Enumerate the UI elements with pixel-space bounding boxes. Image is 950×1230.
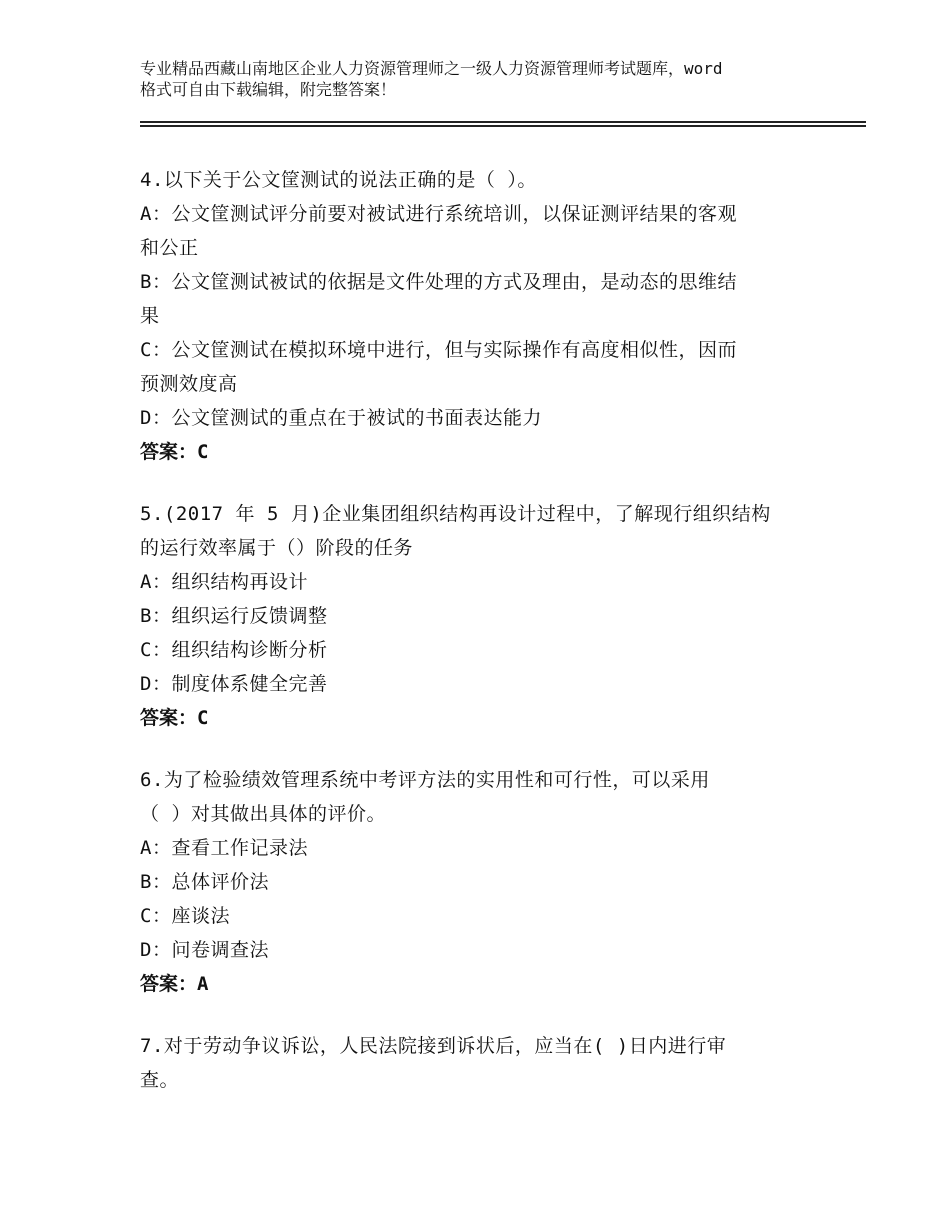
question-5 bbox=[140, 497, 820, 735]
option-a: A：组织结构再设计 bbox=[140, 571, 308, 593]
question-stem: 5.(2017 年 5 月)企业集团组织结构再设计过程中，了解现行组织结构 bbox=[140, 503, 771, 525]
option-a-cont: 和公正 bbox=[140, 237, 199, 259]
header-divider-bottom bbox=[140, 125, 866, 127]
option-d: D：公文筐测试的重点在于被试的书面表达能力 bbox=[140, 407, 542, 429]
option-c-cont: 预测效度高 bbox=[140, 373, 238, 395]
question-stem-cont: 查。 bbox=[140, 1069, 180, 1091]
header-line-1: 专业精品西藏山南地区企业人力资源管理师之一级人力资源管理师考试题库，word bbox=[140, 59, 723, 78]
question-stem: 6.为了检验绩效管理系统中考评方法的实用性和可行性，可以采用 bbox=[140, 769, 710, 791]
answer-label: 答案：A bbox=[140, 973, 209, 995]
question-stem: 4.以下关于公文筐测试的说法正确的是（ ）。 bbox=[140, 169, 537, 191]
question-stem: 7.对于劳动争议诉讼，人民法院接到诉状后，应当在( )日内进行审 bbox=[140, 1035, 727, 1057]
option-b-cont: 果 bbox=[140, 305, 160, 327]
option-b: B：组织运行反馈调整 bbox=[140, 605, 328, 627]
option-b: B：总体评价法 bbox=[140, 871, 269, 893]
option-c: C：座谈法 bbox=[140, 905, 230, 927]
option-d: D：制度体系健全完善 bbox=[140, 673, 328, 695]
answer-label: 答案：C bbox=[140, 707, 209, 729]
question-list bbox=[140, 163, 820, 1125]
document-header bbox=[140, 58, 830, 100]
header-line-2: 格式可自由下载编辑，附完整答案！ bbox=[140, 80, 397, 99]
option-a: A：公文筐测试评分前要对被试进行系统培训，以保证测评结果的客观 bbox=[140, 203, 737, 225]
question-stem-cont: （ ）对其做出具体的评价。 bbox=[140, 803, 386, 825]
option-c: C：组织结构诊断分析 bbox=[140, 639, 328, 661]
header-divider-top bbox=[140, 121, 866, 123]
option-b: B：公文筐测试被试的依据是文件处理的方式及理由，是动态的思维结 bbox=[140, 271, 737, 293]
option-c: C：公文筐测试在模拟环境中进行，但与实际操作有高度相似性，因而 bbox=[140, 339, 737, 361]
question-stem-cont: 的运行效率属于（）阶段的任务 bbox=[140, 537, 414, 559]
answer-label: 答案：C bbox=[140, 441, 209, 463]
option-d: D：问卷调查法 bbox=[140, 939, 269, 961]
question-6 bbox=[140, 763, 820, 1001]
question-7 bbox=[140, 1029, 820, 1097]
question-4 bbox=[140, 163, 820, 469]
option-a: A：查看工作记录法 bbox=[140, 837, 308, 859]
